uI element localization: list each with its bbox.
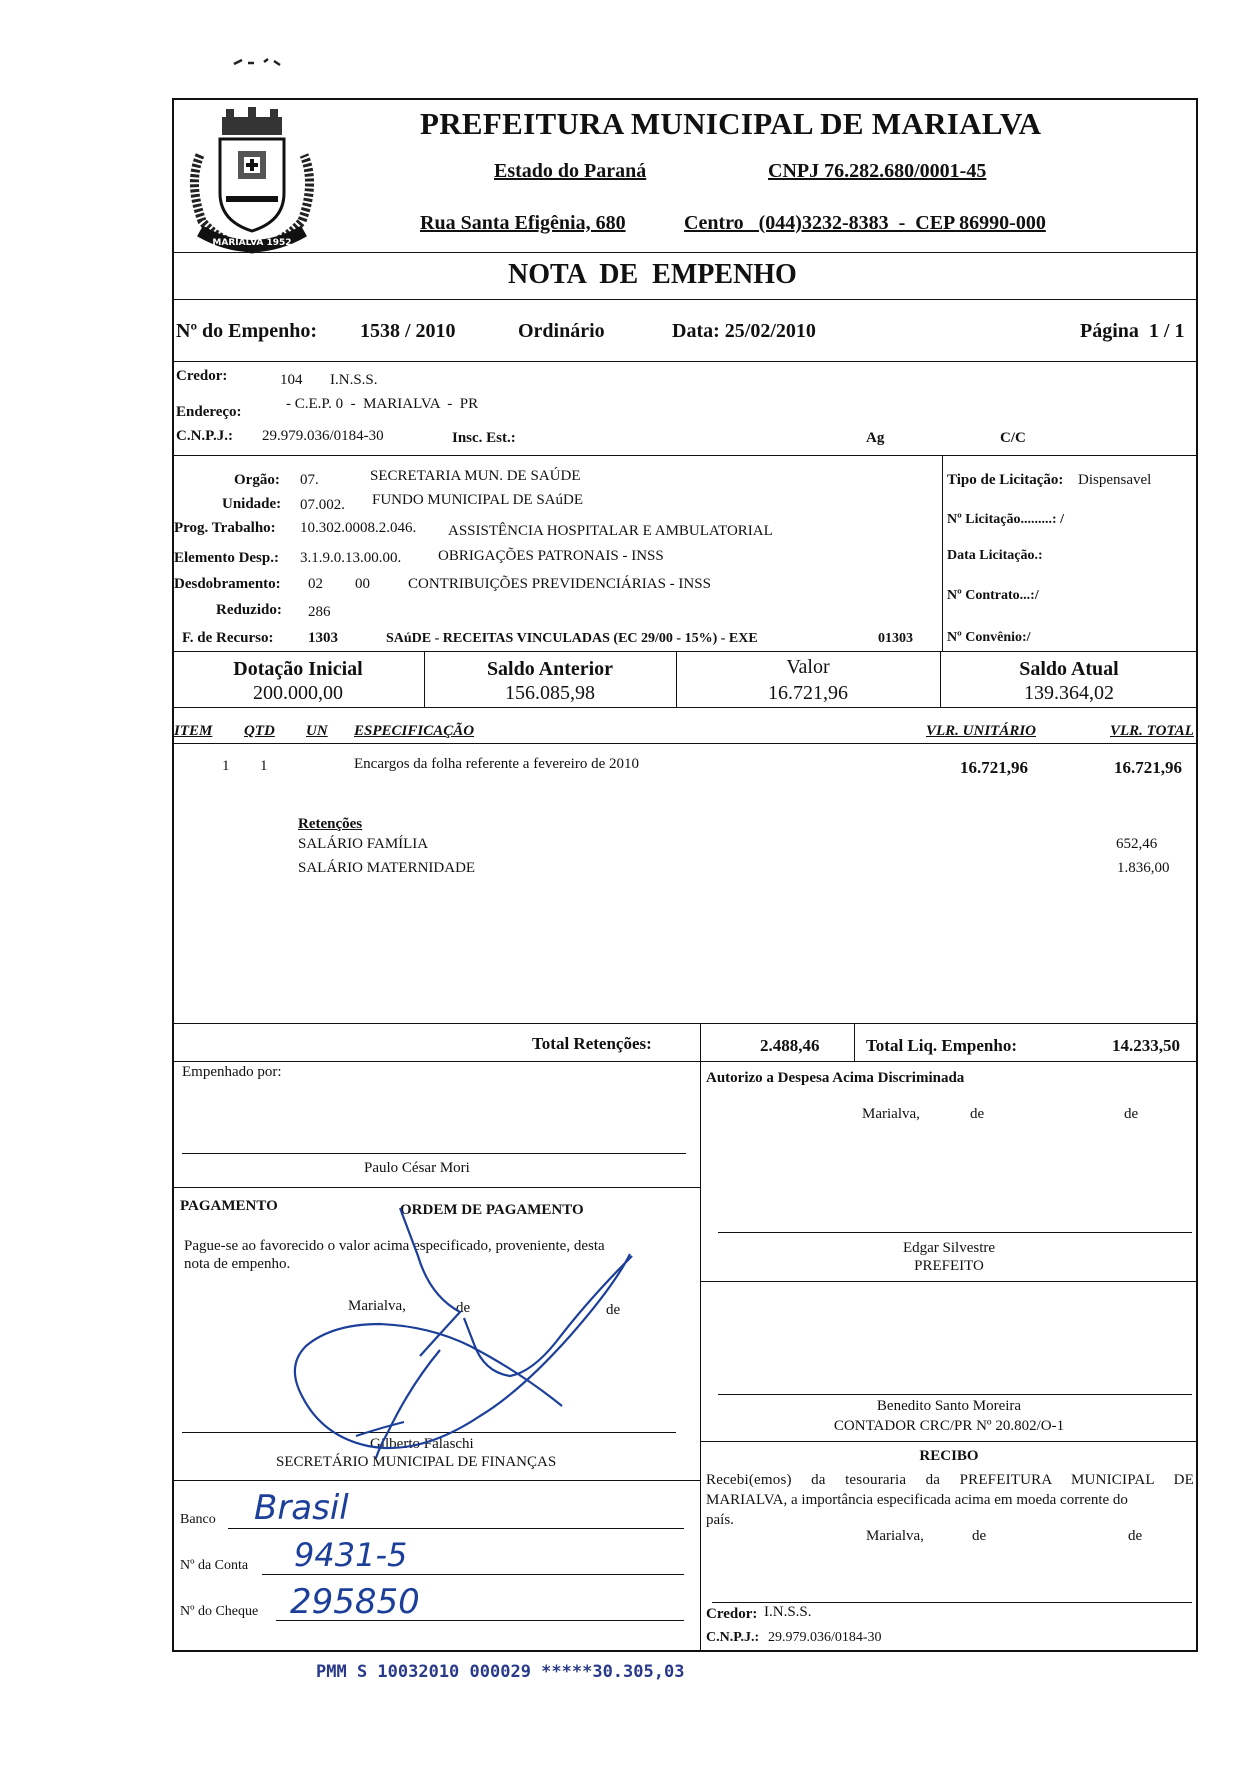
numero-contrato: Nº Contrato...:/	[947, 588, 1039, 603]
autorizo-texto: Autorizo a Despesa Acima Discriminada	[706, 1070, 965, 1086]
credor-nome: I.N.S.S.	[330, 372, 378, 388]
empenho-data: Data: 25/02/2010	[672, 320, 816, 342]
desdobramento-cod2: 00	[355, 576, 370, 592]
tipo-licitacao: Dispensavel	[1078, 472, 1152, 488]
elemento-desp-cod: 3.1.9.0.13.00.00.	[300, 550, 402, 566]
item-vlr-unitario: 16.721,96	[960, 758, 1028, 777]
retencao-valor: 1.836,00	[1117, 860, 1170, 876]
recibo-de2: de	[1128, 1528, 1143, 1544]
retencao-valor: 652,46	[1116, 836, 1158, 852]
contador-cargo: CONTADOR CRC/PR Nº 20.802/O-1	[833, 1418, 1065, 1434]
pagamento-local: Marialva,	[348, 1298, 406, 1314]
desdobramento-label: Desdobramento:	[174, 576, 281, 592]
cheque-label: Nº do Cheque	[180, 1604, 259, 1619]
recibo-cnpj-label: C.N.P.J.:	[706, 1630, 760, 1645]
cheque-manuscrito: 295850	[290, 1582, 420, 1622]
ordem-pagamento-title: ORDEM DE PAGAMENTO	[400, 1202, 584, 1218]
credor-cnpj: 29.979.036/0184-30	[262, 428, 384, 444]
orgao-label: Orgão:	[234, 472, 280, 488]
recibo-cnpj: 29.979.036/0184-30	[768, 1630, 882, 1645]
prog-trabalho-desc: ASSISTÊNCIA HOSPITALAR E AMBULATORIAL	[448, 523, 773, 539]
divider	[942, 455, 943, 651]
recibo-credor: I.N.S.S.	[764, 1604, 812, 1620]
conta-line	[262, 1574, 684, 1575]
col-header-un: UN	[306, 723, 328, 739]
insc-est-label: Insc. Est.:	[452, 430, 516, 446]
saldo-atual-label: Saldo Atual	[1019, 658, 1119, 680]
signature-line	[718, 1232, 1192, 1233]
cnpj-prefeitura: CNPJ 76.282.680/0001-45	[768, 160, 987, 182]
divider	[172, 1480, 700, 1481]
autorizo-local: Marialva,	[862, 1106, 920, 1122]
divider	[854, 1023, 855, 1061]
col-header-qtd: QTD	[244, 723, 275, 739]
pagamento-title: PAGAMENTO	[180, 1198, 278, 1214]
banco-label: Banco	[180, 1512, 216, 1527]
recibo-texto-linha2: MARIALVA, a importância especificada acima em moeda corrente do	[706, 1492, 1128, 1508]
unidade-label: Unidade:	[222, 496, 282, 512]
retencao-label: SALÁRIO FAMÍLIA	[298, 836, 429, 852]
prefeitura-title: PREFEITURA MUNICIPAL DE MARIALVA	[420, 106, 1042, 141]
divider	[172, 743, 1198, 744]
item-vlr-total: 16.721,96	[1114, 758, 1182, 777]
reduzido-label: Reduzido:	[216, 602, 282, 618]
fonte-recurso-desc: SAúDE - RECEITAS VINCULADAS (EC 29/00 - 15%) - EXE	[386, 631, 758, 646]
divider	[700, 1023, 701, 1061]
elemento-desp-label: Elemento Desp.:	[174, 550, 279, 566]
item-numero: 1	[222, 758, 230, 774]
estado-label: Estado do Paraná	[494, 160, 647, 182]
pagamento-de1: de	[456, 1300, 471, 1316]
divider	[172, 299, 1198, 300]
dotacao-inicial-valor: 200.000,00	[253, 682, 343, 704]
data-licitacao: Data Licitação.:	[947, 548, 1043, 563]
empenhado-por-nome: Paulo César Mori	[364, 1160, 470, 1176]
col-header-vlr-total: VLR. TOTAL	[1110, 723, 1194, 739]
recibo-de1: de	[972, 1528, 987, 1544]
prog-trabalho-label: Prog. Trabalho:	[174, 520, 276, 536]
credor-endereco: - C.E.P. 0 - MARIALVA - PR	[286, 396, 479, 412]
svg-text:MARIALVA 1952: MARIALVA 1952	[212, 238, 292, 248]
col-header-item: ITEM	[174, 723, 213, 739]
pagamento-de2: de	[606, 1302, 621, 1318]
recibo-credor-label: Credor:	[706, 1606, 758, 1622]
banco-line	[228, 1528, 684, 1529]
unidade-cod: 07.002.	[300, 497, 345, 513]
contador-nome: Benedito Santo Moreira	[876, 1398, 1022, 1414]
conta-manuscrito: 9431-5	[294, 1536, 408, 1574]
tipo-licitacao-label: Tipo de Licitação:	[947, 472, 1064, 488]
signature-line	[182, 1153, 686, 1154]
signature-line	[712, 1602, 1192, 1603]
credor-codigo: 104	[280, 372, 303, 388]
credor-cnpj-label: C.N.P.J.:	[176, 428, 233, 444]
desdobramento-cod1: 02	[308, 576, 323, 592]
conta-label: Nº da Conta	[180, 1558, 249, 1573]
ag-label: Ag	[866, 430, 885, 446]
endereco-label: Endereço:	[176, 404, 242, 420]
saldo-anterior-valor: 156.085,98	[505, 682, 595, 704]
retencao-label: SALÁRIO MATERNIDADE	[298, 860, 476, 876]
mechanical-stamp: PMM S 10032010 000029 *****30.305,03	[316, 1662, 685, 1682]
saldo-anterior-label: Saldo Anterior	[486, 658, 614, 680]
banco-manuscrito: Brasil	[254, 1488, 349, 1528]
pagamento-texto-linha2: nota de empenho.	[184, 1256, 291, 1272]
orgao-desc: SECRETARIA MUN. DE SAÚDE	[370, 468, 581, 484]
retencoes-title: Retenções	[298, 816, 363, 832]
numero-licitacao: Nº Licitação.........: /	[947, 512, 1064, 527]
empenho-numero: 1538 / 2010	[360, 320, 456, 342]
col-header-especificacao: ESPECIFICAÇÃO	[354, 723, 475, 739]
divider	[172, 455, 1198, 456]
orgao-cod: 07.	[300, 472, 319, 488]
prefeito-nome: Edgar Silvestre	[902, 1240, 996, 1256]
col-header-vlr-unitario: VLR. UNITÁRIO	[926, 723, 1037, 739]
fonte-recurso-num: 01303	[878, 631, 913, 646]
recibo-local: Marialva,	[866, 1528, 924, 1544]
divider	[172, 361, 1198, 362]
total-liquido-valor: 14.233,50	[1112, 1036, 1180, 1055]
pagina: Página 1 / 1	[1080, 320, 1185, 342]
item-qtd: 1	[260, 758, 268, 774]
prog-trabalho-cod: 10.302.0008.2.046.	[300, 520, 417, 536]
pagamento-texto-linha1: Pague-se ao favorecido o valor acima especificado, proveniente, desta	[184, 1238, 605, 1254]
autorizo-de2: de	[1124, 1106, 1139, 1122]
cc-label: C/C	[1000, 430, 1026, 446]
divider	[700, 1441, 1198, 1442]
stray-marks	[230, 54, 290, 70]
empenho-numero-label: Nº do Empenho:	[176, 320, 318, 342]
total-retencoes-label: Total Retenções:	[532, 1034, 652, 1053]
desdobramento-desc: CONTRIBUIÇÕES PREVIDENCIÁRIAS - INSS	[408, 576, 711, 592]
valor-label: Valor	[786, 656, 830, 678]
secretario-cargo: SECRETÁRIO MUNICIPAL DE FINANÇAS	[276, 1454, 557, 1470]
unidade-desc: FUNDO MUNICIPAL DE SAúDE	[372, 492, 583, 508]
divider	[700, 1061, 701, 1652]
recibo-texto-linha3: país.	[706, 1512, 734, 1528]
fonte-recurso-cod: 1303	[308, 630, 338, 646]
saldo-atual-valor: 139.364,02	[1024, 682, 1114, 704]
recibo-title: RECIBO	[919, 1448, 979, 1464]
fonte-recurso-label: F. de Recurso:	[182, 630, 274, 646]
valor: 16.721,96	[768, 682, 848, 704]
prefeito-cargo: PREFEITO	[914, 1258, 984, 1274]
signature-line	[718, 1394, 1192, 1395]
reduzido-cod: 286	[308, 604, 331, 620]
total-liquido-label: Total Liq. Empenho:	[866, 1036, 1017, 1055]
elemento-desp-desc: OBRIGAÇÕES PATRONAIS - INSS	[438, 548, 664, 564]
divider	[172, 252, 1198, 253]
divider	[700, 1281, 1198, 1282]
contato-prefeitura: Centro (044)3232-8383 - CEP 86990-000	[684, 212, 1046, 234]
autorizo-de1: de	[970, 1106, 985, 1122]
doc-title: NOTA DE EMPENHO	[508, 259, 797, 290]
divider	[172, 1061, 1198, 1062]
handwritten-signature	[270, 1196, 650, 1458]
credor-label: Credor:	[176, 368, 228, 384]
endereco-prefeitura: Rua Santa Efigênia, 680	[420, 212, 626, 234]
divider	[172, 1187, 700, 1188]
divider	[172, 707, 1198, 708]
numero-convenio: Nº Convênio:/	[947, 630, 1031, 645]
empenhado-por-label: Empenhado por:	[182, 1064, 282, 1080]
divider	[172, 1023, 1198, 1024]
total-retencoes-valor: 2.488,46	[760, 1036, 820, 1055]
secretario-nome: Gilberto Falaschi	[370, 1436, 474, 1452]
recibo-texto-linha1: Recebi(emos) da tesouraria da PREFEITURA MUNICIPAL DE	[706, 1472, 1194, 1488]
dotacao-inicial-label: Dotação Inicial	[233, 658, 363, 680]
item-especificacao: Encargos da folha referente a fevereiro de 2010	[354, 756, 639, 772]
empenho-tipo: Ordinário	[518, 320, 605, 342]
divider	[172, 651, 1198, 652]
municipal-coat-of-arms-logo	[180, 103, 325, 258]
